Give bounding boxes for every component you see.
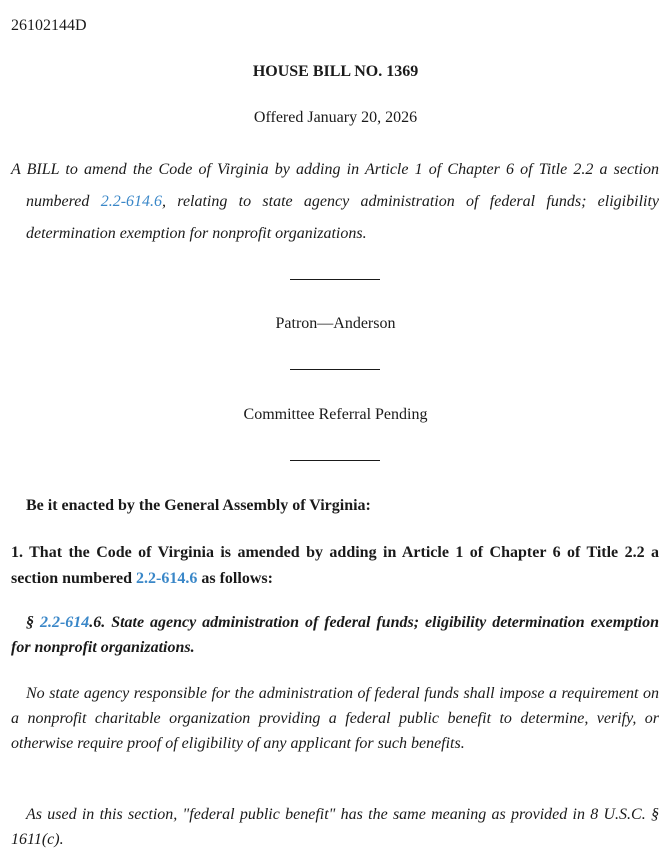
section-paragraph: As used in this section, "federal public benefit" has the same meaning as provided in 8 U.S.C. § 1611(c). <box>11 806 659 848</box>
clause-1 <box>11 540 659 592</box>
section-paragraph: No state agency responsible for the administration of federal funds shall impose a requirement on a nonprofit charitable organization providing a federal public benefit to determine, verify, or otherwise require proof of eligibility of any applicant for such benefits. <box>11 685 659 752</box>
summary-text-start: A BILL to amend the Code of Virginia by adding in Article 1 of Chapter 6 of Title 2.2 a section numbered <box>11 161 659 210</box>
section-heading-link[interactable]: 2.2-614 <box>39 614 90 631</box>
clause-1-text-end: as follows: <box>197 570 273 587</box>
bill-summary <box>11 154 659 250</box>
bill-title: HOUSE BILL NO. 1369 <box>252 63 419 80</box>
clause-1-section-link[interactable]: 2.2-614.6 <box>136 570 198 587</box>
clause-1-text-start: 1. That the Code of Virginia is amended by adding in Article 1 of Chapter 6 of Title 2.2 a section numbered <box>11 544 659 587</box>
divider <box>290 369 380 370</box>
summary-text-end: , relating to state agency administration of federal funds; eligibility determination exemption for nonprofit organizations. <box>26 193 660 242</box>
document-id: 26102144D <box>11 17 87 34</box>
summary-section-link[interactable]: 2.2-614.6 <box>100 193 163 210</box>
section-heading <box>11 610 659 660</box>
divider <box>290 279 380 280</box>
committee-referral: Committee Referral Pending <box>243 406 428 423</box>
section-symbol: § <box>26 614 40 631</box>
enacting-clause: Be it enacted by the General Assembly of Virginia: <box>26 497 371 514</box>
patron: Patron—Anderson <box>275 315 396 332</box>
divider <box>290 460 380 461</box>
section-heading-text: .6. State agency administration of federal funds; eligibility determination exemption for nonprofit organizations. <box>11 614 660 656</box>
offered-date: Offered January 20, 2026 <box>253 109 418 126</box>
